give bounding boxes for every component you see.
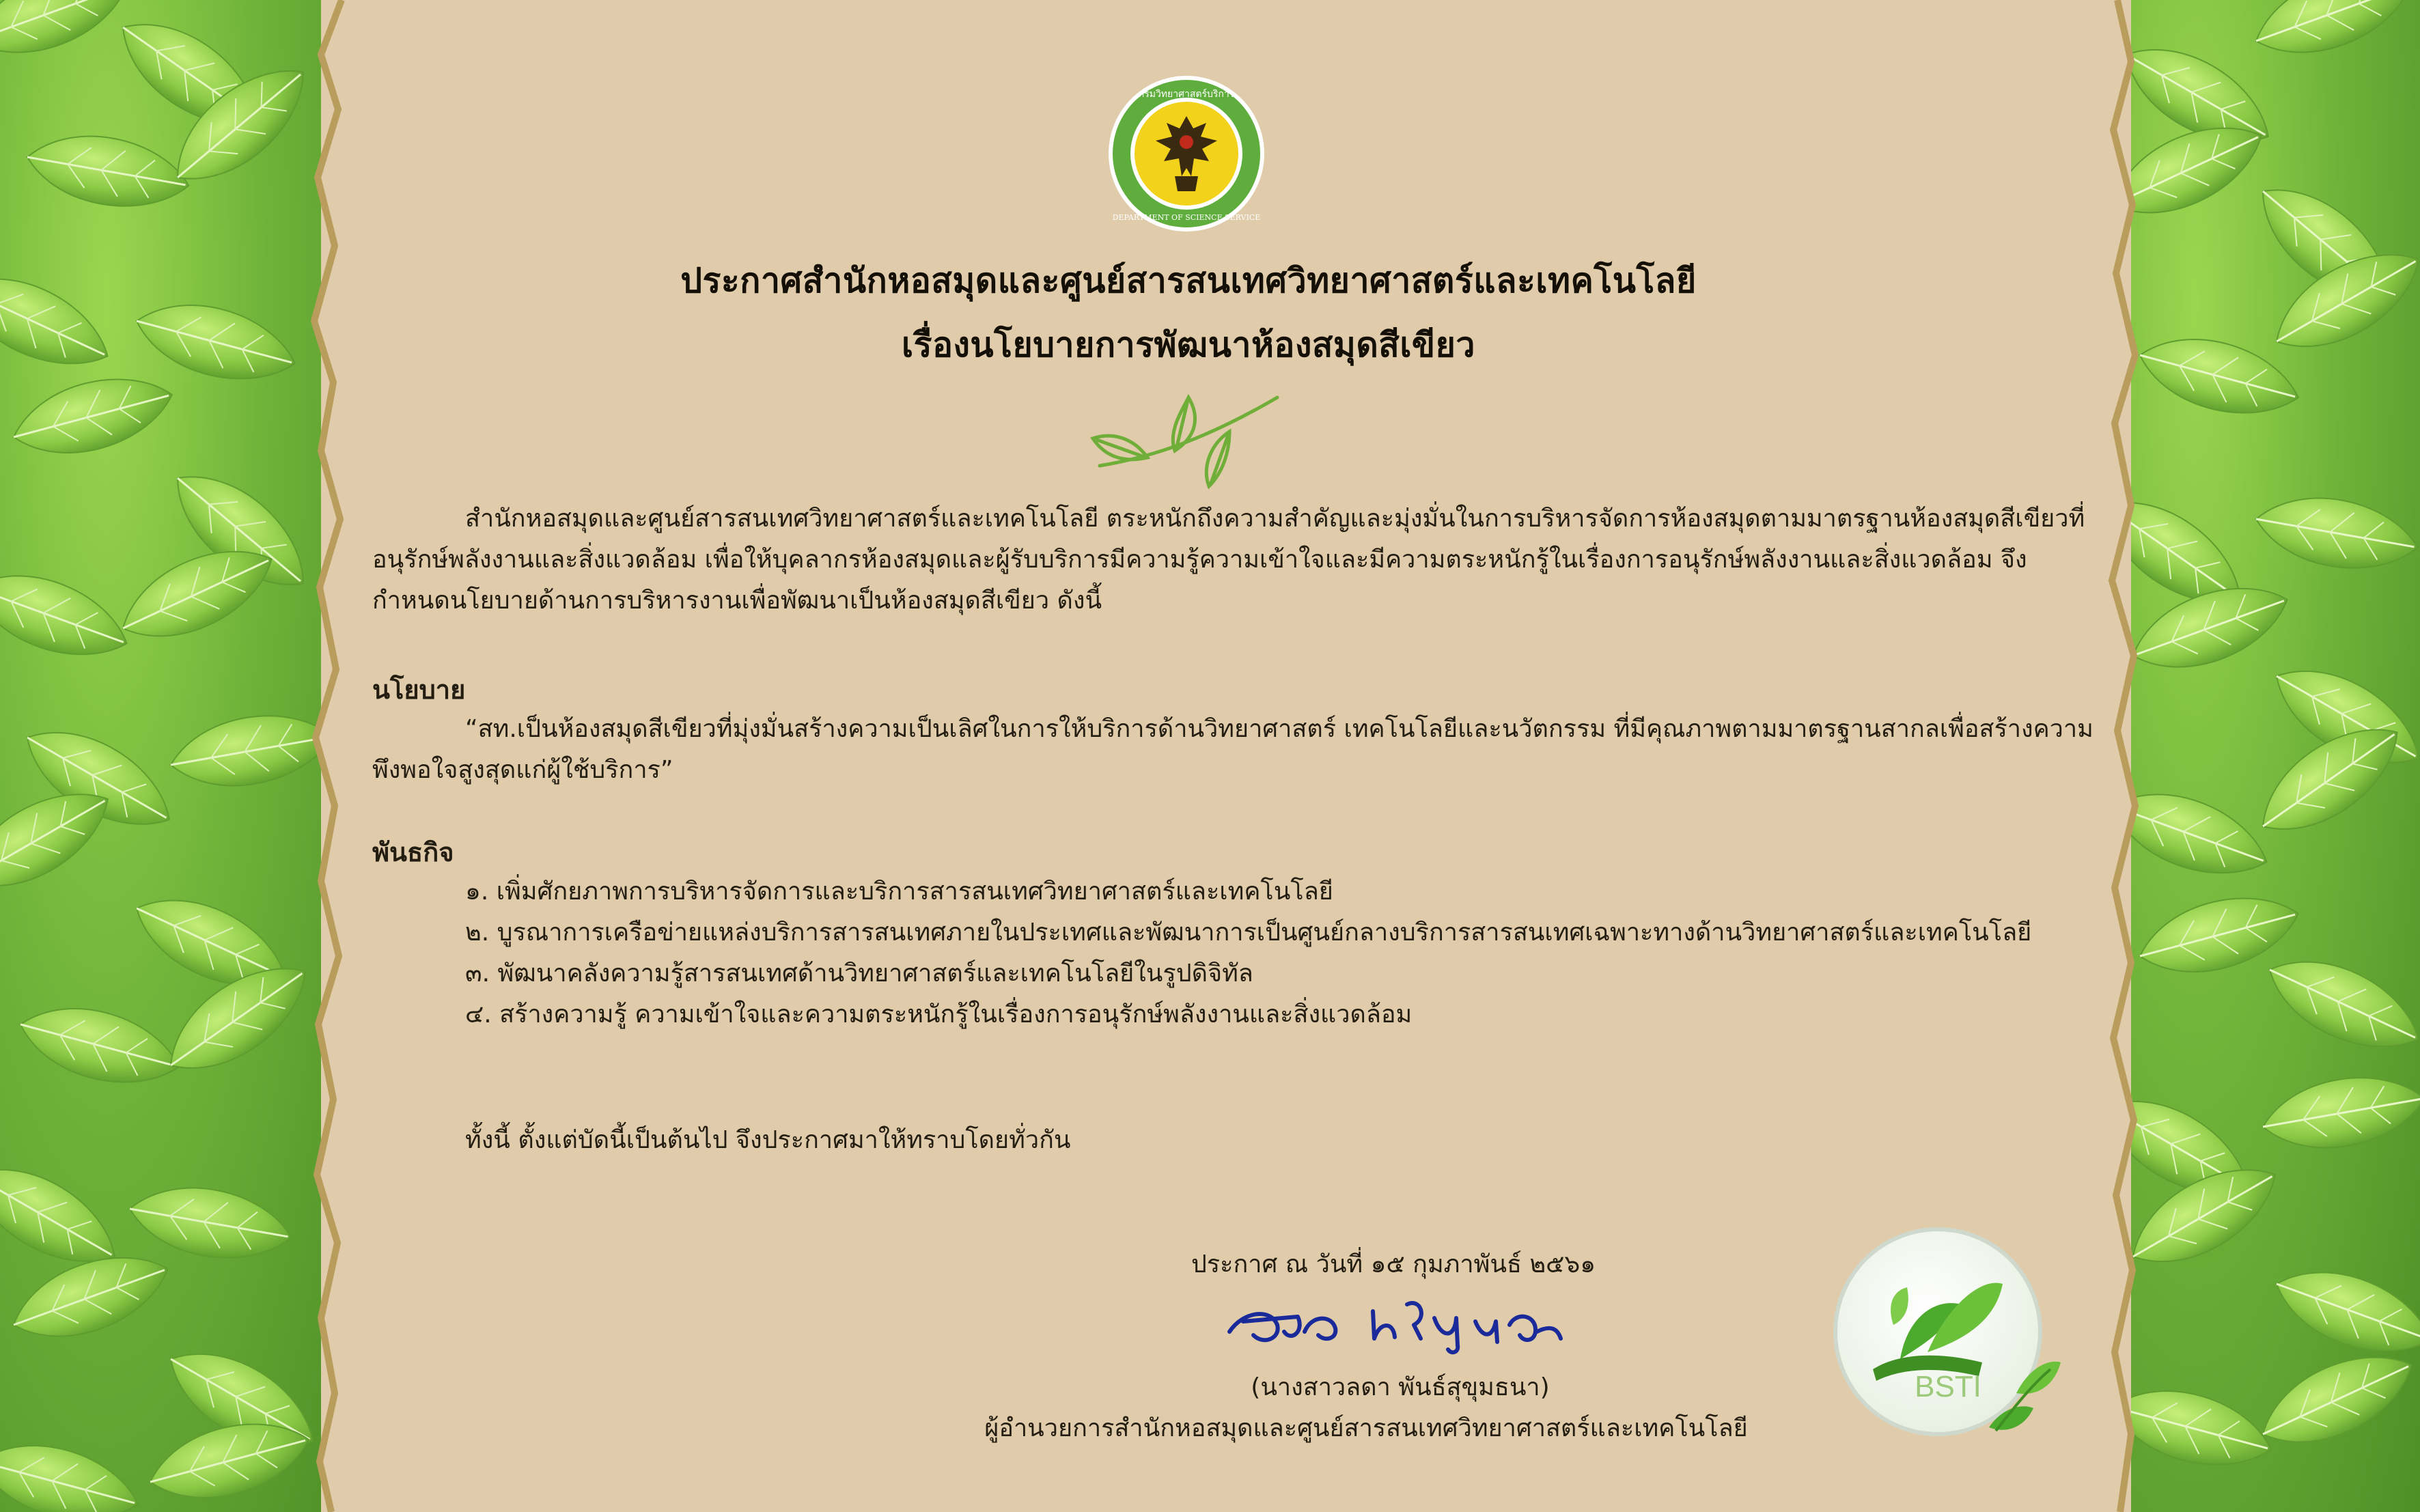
mission-list — [372, 871, 2094, 1035]
intro-paragraph: สำนักหอสมุดและศูนย์สารสนเทศวิทยาศาสตร์และเทคโนโลยี ตระหนักถึงความสำคัญและมุ่งมั่นในการบริหารจัดการห้องสมุดตามมาตรฐานห้องสมุดสีเขียวที่อนุรักษ์พลังงานและสิ่งแวดล้อม เพื่อให้บุคลากรห้องสมุดและผู้รับบริการมีความรู้ความเข้าใจและมีความตระหนักรู้ในเรื่องการอนุรักษ์พลังงานและสิ่งแวดล้อม จึงกำหนดนโยบายด้านการบริหารงานเพื่อพัฒนาเป็นห้องสมุดสีเขียว ดังนี้ — [372, 505, 2085, 615]
signer-name: (นางสาวลดา พันธ์สุขุมธนา) — [1251, 1373, 1550, 1401]
department-seal-logo — [1107, 74, 1266, 234]
bsti-logo — [1825, 1222, 2078, 1455]
policy-statement: “สท.เป็นห้องสมุดสีเขียวที่มุ่งมั่นสร้างความเป็นเลิศในการให้บริการด้านวิทยาศาสตร์ เทคโนโลยีและนวัตกรรม ที่มีคุณภาพตามมาตรฐานสากลเพื่อสร้างความพึงพอใจสูงสุดแก่ผู้ใช้บริการ” — [372, 715, 2094, 784]
announcement-title: ประกาศสำนักหอสมุดและศูนย์สารสนเทศวิทยาศาสตร์และเทคโนโลยี — [680, 261, 1697, 300]
announcement-subject: เรื่องนโยบายการพัฒนาห้องสมุดสีเขียว — [902, 325, 1475, 365]
torn-edge-left — [301, 0, 362, 1512]
mission-heading: พันธกิจ — [372, 837, 454, 867]
mission-item: ๔. สร้างความรู้ ความเข้าใจและความตระหนักรู้ในเรื่องการอนุรักษ์พลังงานและสิ่งแวดล้อม — [465, 1000, 1413, 1028]
mission-item: ๒. บูรณาการเครือข่ายแหล่งบริการสารสนเทศภายในประเทศและพัฒนาการเป็นศูนย์กลางบริการสารสนเทศเฉพาะทางด้านวิทยาศาสตร์และเทคโนโลยี — [465, 919, 2032, 947]
torn-edge-right — [2090, 0, 2152, 1512]
mission-item: ๓. พัฒนาคลังความรู้สารสนเทศด้านวิทยาศาสตร์และเทคโนโลยีในรูปดิจิทัล — [465, 960, 1253, 988]
policy-heading: นโยบาย — [372, 675, 466, 705]
closing-statement: ทั้งนี้ ตั้งแต่บัดนี้เป็นต้นไป จึงประกาศมาให้ทราบโดยทั่วกัน — [465, 1126, 1071, 1154]
mission-item: ๑. เพิ่มศักยภาพการบริหารจัดการและบริการสารสนเทศวิทยาศาสตร์และเทคโนโลยี — [465, 878, 1333, 906]
handwritten-signature — [1216, 1284, 1571, 1359]
svg-text:BSTI: BSTI — [1915, 1370, 1981, 1403]
svg-text:DEPARTMENT OF SCIENCE SERVICE: DEPARTMENT OF SCIENCE SERVICE — [1112, 213, 1261, 222]
svg-text:กรมวิทยาศาสตร์บริการ: กรมวิทยาศาสตร์บริการ — [1138, 89, 1235, 100]
signer-position: ผู้อำนวยการสำนักหอสมุดและศูนย์สารสนเทศวิทยาศาสตร์และเทคโนโลยี — [984, 1414, 1748, 1442]
announcement-date: ประกาศ ณ วันที่ ๑๕ กุมภาพันธ์ ๒๕๖๑ — [1191, 1250, 1596, 1278]
leaf-sprig-icon — [1086, 391, 1291, 500]
